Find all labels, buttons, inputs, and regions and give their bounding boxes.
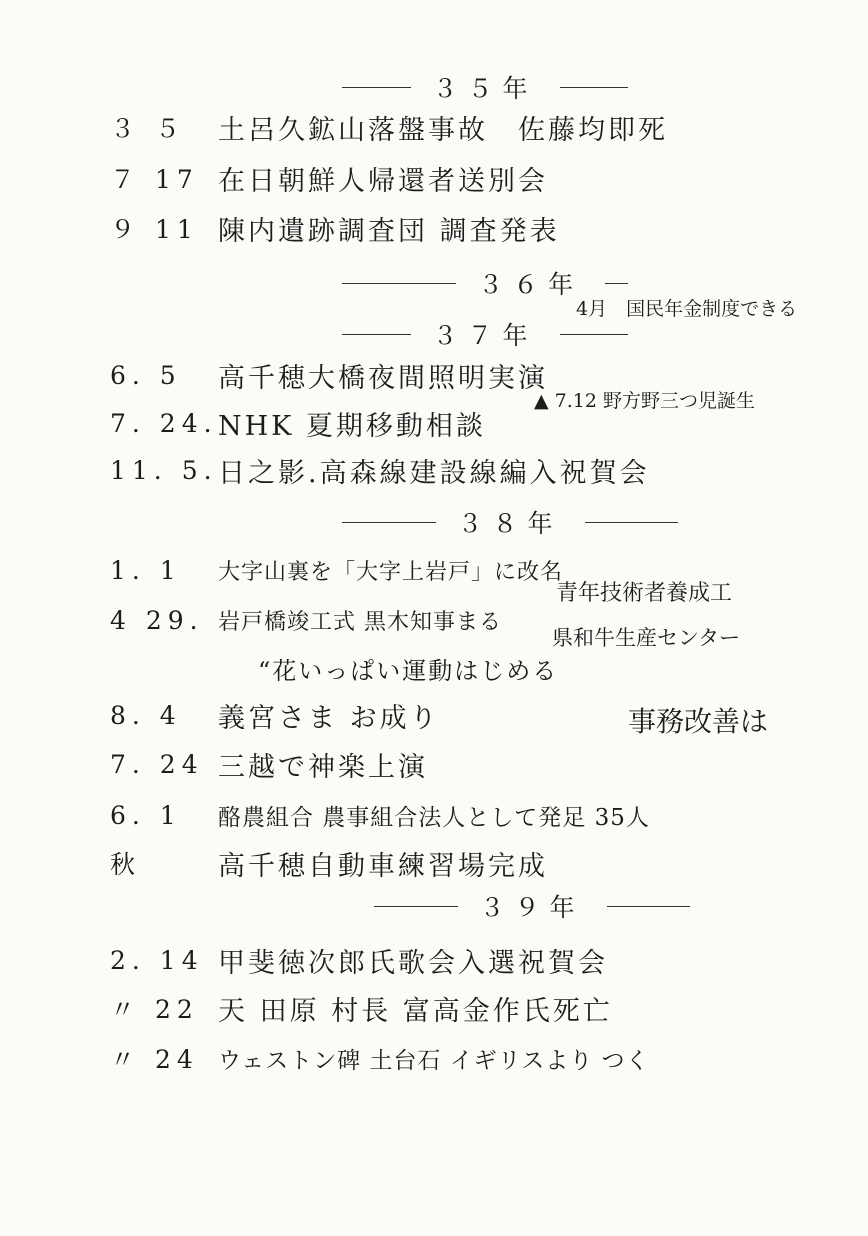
event-text: 岩戸橋竣工式 黒木知事まる <box>218 609 502 635</box>
divider-line <box>342 87 411 88</box>
event-date: 7. 24. <box>110 408 218 438</box>
event-row <box>110 403 486 443</box>
year-label: ３６年 <box>478 270 584 299</box>
event-date: ９ 11 <box>110 215 199 244</box>
margin-note: 4月 国民年金制度できる <box>576 298 798 320</box>
divider-line <box>342 283 456 284</box>
event-text: 天 田原 村長 富高金作氏死亡 <box>218 995 613 1027</box>
year-header-39 <box>352 889 712 923</box>
event-date: 6. 5 <box>110 360 182 390</box>
event-date: ３ ５ <box>110 114 186 143</box>
event-row <box>110 1038 650 1078</box>
margin-note: ▲ 7.12 野方野三つ児誕生 <box>534 390 755 412</box>
event-row <box>110 940 608 980</box>
event-row <box>110 988 613 1028</box>
year-label: ３９年 <box>479 893 585 922</box>
year-header-35 <box>320 70 650 104</box>
event-row <box>110 208 560 248</box>
event-text: 日之影.高森線建設線編入祝賀会 <box>218 457 650 489</box>
divider-line <box>560 87 629 88</box>
event-row <box>110 600 502 640</box>
event-date: 〃 22 <box>110 995 199 1024</box>
divider-line <box>560 334 629 335</box>
divider-line <box>342 522 436 523</box>
event-row <box>110 355 548 395</box>
event-row <box>110 843 548 883</box>
year-header-38 <box>320 505 700 539</box>
event-row <box>110 550 563 590</box>
event-row <box>110 107 668 147</box>
divider-line <box>342 334 411 335</box>
event-row <box>110 158 548 198</box>
year-label: ３５年 <box>432 74 538 103</box>
event-row <box>110 695 440 735</box>
event-text: 酪農組合 農事組合法人として発足 35人 <box>218 804 650 831</box>
margin-note: 県和牛生産センター <box>552 626 741 650</box>
event-text: 大字山裏を「大字上岩戸」に改名 <box>218 559 564 585</box>
event-row <box>110 450 650 490</box>
event-text: NHK 夏期移動相談 <box>218 410 486 442</box>
event-date: 4 29. <box>110 605 204 635</box>
divider-line <box>607 906 691 907</box>
event-text: 高千穂自動車練習場完成 <box>218 850 548 882</box>
event-date: ７ 17 <box>110 165 199 194</box>
event-row <box>110 744 428 784</box>
year-label: ３８年 <box>457 509 563 538</box>
event-date: 秋 <box>110 850 142 879</box>
event-date: 〃 24 <box>110 1045 199 1074</box>
event-date: 11. 5. <box>110 455 218 485</box>
event-row <box>258 648 558 688</box>
year-header-37 <box>320 317 650 351</box>
event-date: 1. 1 <box>110 555 182 585</box>
event-date: 7. 24 <box>110 749 204 779</box>
divider-line <box>585 522 679 523</box>
event-date: 6. 1 <box>110 800 182 830</box>
margin-note: 青年技術者養成工 <box>556 581 733 606</box>
event-text: 甲斐徳次郎氏歌会入選祝賀会 <box>218 947 608 979</box>
margin-note: 事務改善は <box>628 705 769 738</box>
event-text: ウェストン碑 土台石 イギリスより つく <box>218 1047 650 1074</box>
event-text: “花いっぱい運動はじめる <box>258 656 559 685</box>
event-text: 陳内遺跡調査団 調査発表 <box>218 215 560 247</box>
event-row <box>110 795 650 835</box>
event-date: 2. 14 <box>110 945 204 975</box>
event-text: 高千穂大橋夜間照明実演 <box>218 362 548 394</box>
event-text: 土呂久鉱山落盤事故 佐藤均即死 <box>218 114 668 146</box>
event-date: 8. 4 <box>110 700 182 730</box>
event-text: 三越で神楽上演 <box>218 751 428 783</box>
year-label: ３７年 <box>432 321 538 350</box>
event-text: 義宮さま お成り <box>218 702 440 734</box>
divider-line <box>605 283 628 284</box>
event-text: 在日朝鮮人帰還者送別会 <box>218 165 548 197</box>
divider-line <box>374 906 458 907</box>
